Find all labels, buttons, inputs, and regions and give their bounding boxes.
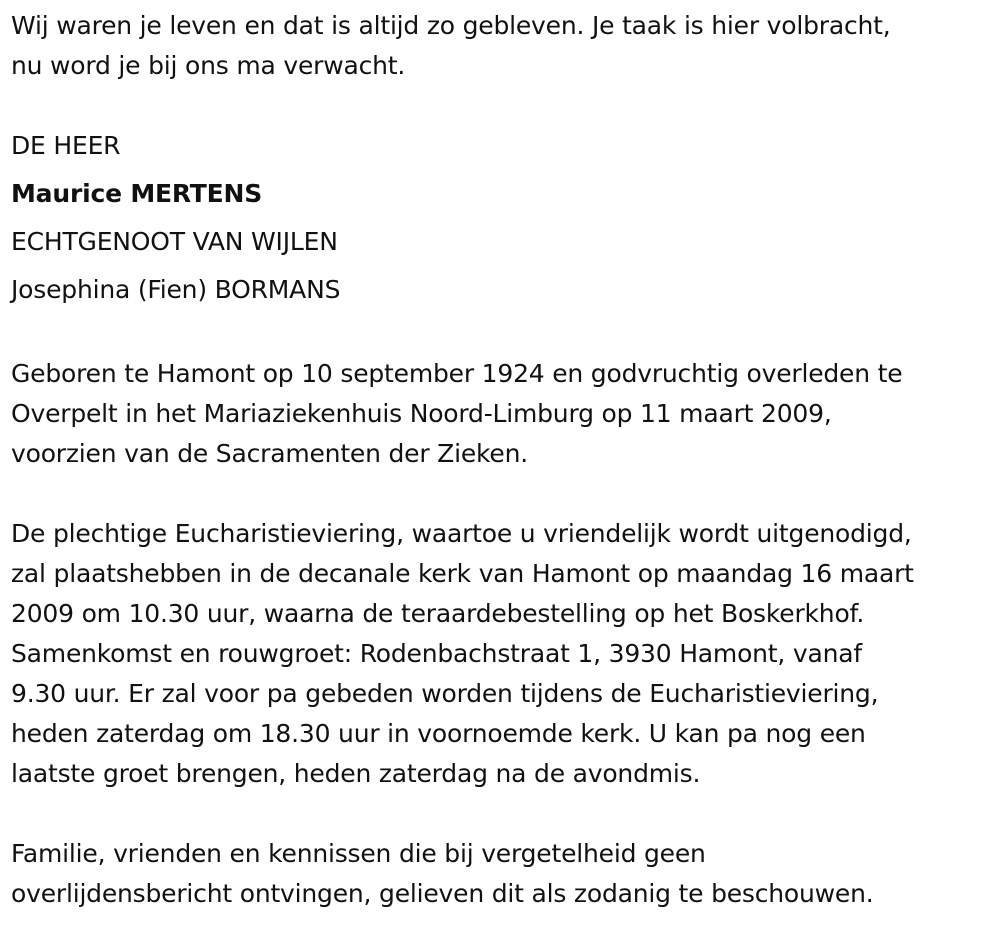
spacer <box>11 314 996 354</box>
birth-death-paragraph <box>11 354 996 474</box>
ceremony-line: De plechtige Eucharistieviering, waartoe u vriendelijk wordt uitgenodigd, <box>11 519 912 548</box>
verse-line: nu word je bij ons ma verwacht. <box>11 51 406 80</box>
deceased-block <box>11 126 996 314</box>
ceremony-line: laatste groet brengen, heden zaterdag na de avondmis. <box>11 759 701 788</box>
ceremony-paragraph <box>11 514 996 794</box>
spacer <box>11 794 996 834</box>
spacer <box>11 474 996 514</box>
birth-death-line: voorzien van de Sacramenten der Zieken. <box>11 439 528 468</box>
ceremony-line: 9.30 uur. Er zal voor pa gebeden worden tijdens de Eucharistieviering, <box>11 679 879 708</box>
deceased-name: Maurice MERTENS <box>11 179 263 208</box>
closing-line: overlijdensbericht ontvingen, gelieven dit als zodanig te beschouwen. <box>11 879 874 908</box>
relation-label: ECHTGENOOT VAN WIJLEN <box>11 227 338 256</box>
spouse-name: Josephina (Fien) BORMANS <box>11 275 341 304</box>
ceremony-line: zal plaatshebben in de decanale kerk van Hamont op maandag 16 maart <box>11 559 914 588</box>
ceremony-line: heden zaterdag om 18.30 uur in voornoemde kerk. U kan pa nog een <box>11 719 866 748</box>
birth-death-line: Overpelt in het Mariaziekenhuis Noord-Limburg op 11 maart 2009, <box>11 399 832 428</box>
closing-line: Familie, vrienden en kennissen die bij vergetelheid geen <box>11 839 706 868</box>
birth-death-line: Geboren te Hamont op 10 september 1924 en godvruchtig overleden te <box>11 359 903 388</box>
ceremony-line: Samenkomst en rouwgroet: Rodenbachstraat 1, 3930 Hamont, vanaf <box>11 639 862 668</box>
spacer <box>11 86 996 126</box>
memorial-verse <box>11 6 996 86</box>
deceased-title: DE HEER <box>11 131 121 160</box>
closing-paragraph <box>11 834 996 914</box>
verse-line: Wij waren je leven en dat is altijd zo gebleven. Je taak is hier volbracht, <box>11 11 891 40</box>
death-notice <box>11 6 996 914</box>
ceremony-line: 2009 om 10.30 uur, waarna de teraardebestelling op het Boskerkhof. <box>11 599 865 628</box>
